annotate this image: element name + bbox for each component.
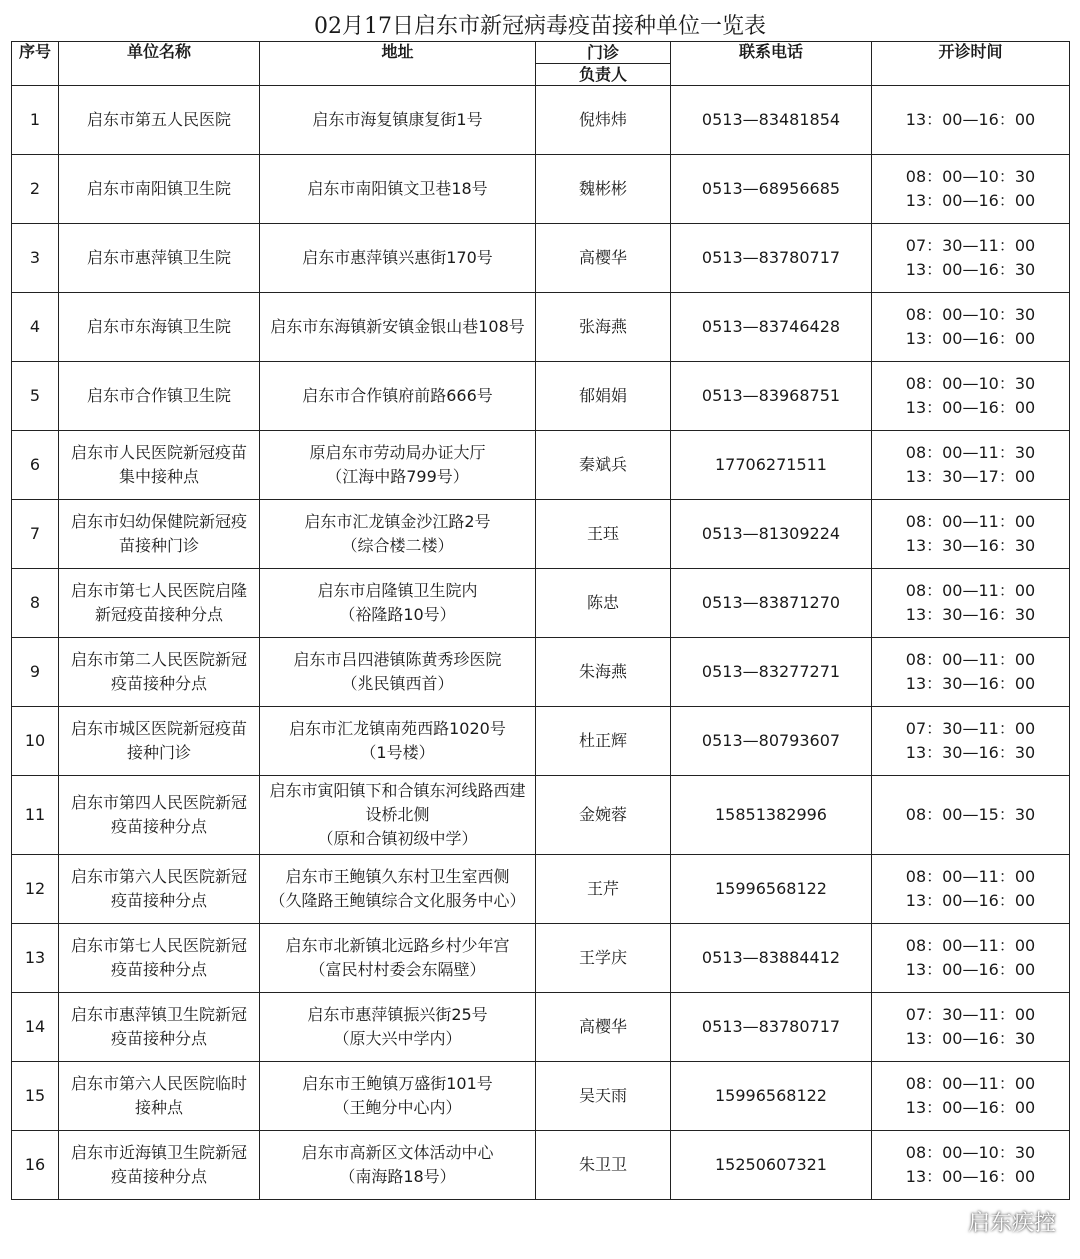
- table-row: [12, 362, 1070, 431]
- address-line: 原启东市劳动局办证大厅: [309, 443, 486, 462]
- cell-hours: [872, 293, 1070, 362]
- unit-name-line: 启东市第六人民医院新冠: [70, 867, 247, 886]
- cell-seq: 9: [12, 638, 59, 707]
- cell-person: 郁娟娟: [536, 362, 671, 431]
- address-line: 启东市启隆镇卫生院内: [317, 581, 478, 600]
- cell-unit: [59, 1131, 260, 1200]
- unit-name-line: 启东市惠萍镇卫生院: [86, 248, 231, 267]
- hours-line: 13：00—16：00: [905, 960, 1036, 979]
- cell-seq: 8: [12, 569, 59, 638]
- unit-name-line: 启东市东海镇卫生院: [86, 317, 231, 336]
- cell-phone: 0513—83871270: [671, 569, 872, 638]
- hours-line: 13：30—17：00: [905, 467, 1036, 486]
- address-line: 启东市惠萍镇振兴街25号: [307, 1005, 488, 1024]
- address-line: （原大兴中学内）: [333, 1029, 462, 1048]
- cell-address: [260, 224, 536, 293]
- header-seq: 序号: [12, 42, 59, 86]
- cell-phone: 0513—83277271: [671, 638, 872, 707]
- table-body: [12, 86, 1070, 1200]
- cell-unit: [59, 1062, 260, 1131]
- address-line: 启东市东海镇新安镇金银山巷108号: [270, 317, 525, 336]
- unit-name-line: 疫苗接种分点: [110, 817, 207, 836]
- table-row: [12, 500, 1070, 569]
- table-row: [12, 924, 1070, 993]
- unit-name-line: 新冠疫苗接种分点: [94, 605, 223, 624]
- cell-address: [260, 293, 536, 362]
- table-row: [12, 431, 1070, 500]
- cell-phone: 17706271511: [671, 431, 872, 500]
- cell-hours: [872, 86, 1070, 155]
- hours-line: 13：00—16：00: [905, 398, 1036, 417]
- cell-hours: [872, 362, 1070, 431]
- header-phone: 联系电话: [671, 42, 872, 86]
- hours-line: 08：00—11：00: [905, 581, 1036, 600]
- cell-unit: [59, 993, 260, 1062]
- cell-hours: [872, 924, 1070, 993]
- address-line: （1号楼）: [360, 743, 435, 762]
- unit-name-line: 疫苗接种分点: [110, 1029, 207, 1048]
- cell-hours: [872, 855, 1070, 924]
- hours-line: 08：00—11：00: [905, 650, 1036, 669]
- header-clinic: 门诊: [536, 42, 671, 64]
- header-unit: 单位名称: [59, 42, 260, 86]
- cell-unit: [59, 638, 260, 707]
- cell-address: [260, 855, 536, 924]
- cell-phone: 0513—83884412: [671, 924, 872, 993]
- header-address: 地址: [260, 42, 536, 86]
- watermark: [932, 1203, 1056, 1239]
- address-line: （江海中路799号）: [326, 467, 469, 486]
- cell-person: 陈忠: [536, 569, 671, 638]
- unit-name-line: 启东市合作镇卫生院: [86, 386, 231, 405]
- table-row: [12, 293, 1070, 362]
- unit-name-line: 启东市妇幼保健院新冠疫: [70, 512, 247, 531]
- hours-line: 08：00—10：30: [905, 374, 1036, 393]
- hours-line: 13：00—16：00: [905, 1098, 1036, 1117]
- cell-hours: [872, 638, 1070, 707]
- address-line: 设桥北侧: [365, 805, 430, 824]
- table-row: [12, 707, 1070, 776]
- unit-name-line: 启东市近海镇卫生院新冠: [70, 1143, 247, 1162]
- hours-line: 07：30—11：00: [905, 236, 1036, 255]
- table-row: [12, 776, 1070, 855]
- unit-name-line: 启东市惠萍镇卫生院新冠: [70, 1005, 247, 1024]
- address-line: 启东市吕四港镇陈黄秀珍医院: [293, 650, 502, 669]
- hours-line: 08：00—10：30: [905, 167, 1036, 186]
- address-line: 启东市高新区文体活动中心: [301, 1143, 494, 1162]
- hours-line: 08：00—15：30: [905, 805, 1036, 824]
- cell-address: [260, 993, 536, 1062]
- watermark-text: 启东疾控: [967, 1210, 1056, 1236]
- address-line: 启东市寅阳镇下和合镇东河线路西建: [269, 781, 526, 800]
- cell-address: [260, 638, 536, 707]
- cell-person: 金婉蓉: [536, 776, 671, 855]
- cell-seq: 10: [12, 707, 59, 776]
- cell-person: 倪炜炜: [536, 86, 671, 155]
- unit-name-line: 接种点: [134, 1098, 183, 1117]
- address-line: （富民村村委会东隔壁）: [309, 960, 486, 979]
- cell-hours: [872, 1131, 1070, 1200]
- hours-line: 08：00—11：00: [905, 936, 1036, 955]
- hours-line: 13：30—16：00: [905, 674, 1036, 693]
- cell-address: [260, 924, 536, 993]
- cell-person: 王芹: [536, 855, 671, 924]
- cell-person: 朱卫卫: [536, 1131, 671, 1200]
- hours-line: 13：00—16：30: [905, 260, 1036, 279]
- address-line: 启东市北新镇北远路乡村少年宫: [285, 936, 510, 955]
- cell-unit: [59, 431, 260, 500]
- cell-address: [260, 569, 536, 638]
- cell-hours: [872, 500, 1070, 569]
- hours-line: 13：00—16：00: [905, 329, 1036, 348]
- address-line: 启东市合作镇府前路666号: [302, 386, 493, 405]
- unit-name-line: 启东市人民医院新冠疫苗: [70, 443, 247, 462]
- hours-line: 07：30—11：00: [905, 719, 1036, 738]
- unit-name-line: 集中接种点: [118, 467, 199, 486]
- cell-seq: 16: [12, 1131, 59, 1200]
- cell-seq: 13: [12, 924, 59, 993]
- address-line: （久隆路王鲍镇综合文化服务中心）: [269, 891, 526, 910]
- hours-line: 13：00—16：00: [905, 891, 1036, 910]
- cell-person: 秦斌兵: [536, 431, 671, 500]
- cell-seq: 12: [12, 855, 59, 924]
- cell-phone: 0513—83780717: [671, 993, 872, 1062]
- unit-name-line: 疫苗接种分点: [110, 891, 207, 910]
- cell-address: [260, 500, 536, 569]
- table-row: [12, 155, 1070, 224]
- header-row: [12, 42, 1070, 64]
- cell-address: [260, 155, 536, 224]
- cell-address: [260, 1062, 536, 1131]
- address-line: 启东市王鲍镇久东村卫生室西侧: [285, 867, 510, 886]
- cell-phone: 0513—83746428: [671, 293, 872, 362]
- unit-name-line: 疫苗接种分点: [110, 960, 207, 979]
- cell-phone: 0513—68956685: [671, 155, 872, 224]
- cell-phone: 0513—83780717: [671, 224, 872, 293]
- address-line: （综合楼二楼）: [341, 536, 454, 555]
- address-line: （南海路18号）: [339, 1167, 456, 1186]
- address-line: 启东市王鲍镇万盛街101号: [302, 1074, 493, 1093]
- cell-phone: 0513—80793607: [671, 707, 872, 776]
- cell-unit: [59, 224, 260, 293]
- vaccination-sites-table: [11, 41, 1070, 1200]
- cell-seq: 3: [12, 224, 59, 293]
- hours-line: 08：00—11：00: [905, 867, 1036, 886]
- cell-address: [260, 86, 536, 155]
- cell-address: [260, 1131, 536, 1200]
- cell-address: [260, 362, 536, 431]
- cell-unit: [59, 776, 260, 855]
- cell-phone: 0513—83481854: [671, 86, 872, 155]
- hours-line: 13：30—16：30: [905, 536, 1036, 555]
- table-row: [12, 224, 1070, 293]
- table-row: [12, 993, 1070, 1062]
- address-line: 启东市汇龙镇南苑西路1020号: [289, 719, 506, 738]
- unit-name-line: 苗接种门诊: [118, 536, 199, 555]
- address-line: 启东市南阳镇文卫巷18号: [307, 179, 488, 198]
- address-line: （原和合镇初级中学）: [317, 829, 478, 848]
- cell-unit: [59, 500, 260, 569]
- hours-line: 08：00—11：00: [905, 1074, 1036, 1093]
- cell-person: 王学庆: [536, 924, 671, 993]
- cell-person: 魏彬彬: [536, 155, 671, 224]
- unit-name-line: 疫苗接种分点: [110, 674, 207, 693]
- cell-person: 高樱华: [536, 993, 671, 1062]
- hours-line: 13：00—16：00: [905, 110, 1036, 129]
- unit-name-line: 启东市第四人民医院新冠: [70, 793, 247, 812]
- cell-phone: 15996568122: [671, 855, 872, 924]
- wechat-icon: [932, 1208, 962, 1234]
- cell-hours: [872, 155, 1070, 224]
- cell-hours: [872, 993, 1070, 1062]
- cell-person: 张海燕: [536, 293, 671, 362]
- cell-unit: [59, 155, 260, 224]
- cell-unit: [59, 569, 260, 638]
- address-line: 启东市惠萍镇兴惠街170号: [302, 248, 493, 267]
- cell-phone: 0513—81309224: [671, 500, 872, 569]
- unit-name-line: 启东市第五人民医院: [86, 110, 231, 129]
- hours-line: 13：30—16：30: [905, 743, 1036, 762]
- table-row: [12, 638, 1070, 707]
- unit-name-line: 启东市第七人民医院新冠: [70, 936, 247, 955]
- cell-seq: 14: [12, 993, 59, 1062]
- cell-phone: 0513—83968751: [671, 362, 872, 431]
- cell-address: [260, 707, 536, 776]
- cell-unit: [59, 86, 260, 155]
- cell-unit: [59, 924, 260, 993]
- unit-name-line: 启东市南阳镇卫生院: [86, 179, 231, 198]
- hours-line: 13：00—16：00: [905, 191, 1036, 210]
- address-line: （王鲍分中心内）: [333, 1098, 462, 1117]
- table-row: [12, 86, 1070, 155]
- hours-line: 08：00—10：30: [905, 1143, 1036, 1162]
- table-row: [12, 569, 1070, 638]
- header-hours: 开诊时间: [872, 42, 1070, 86]
- hours-line: 07：30—11：00: [905, 1005, 1036, 1024]
- cell-unit: [59, 293, 260, 362]
- unit-name-line: 启东市第二人民医院新冠: [70, 650, 247, 669]
- header-clinic-person: 负责人: [536, 64, 671, 86]
- page-title: 02月17日启东市新冠病毒疫苗接种单位一览表: [314, 14, 766, 39]
- cell-hours: [872, 224, 1070, 293]
- cell-address: [260, 431, 536, 500]
- cell-person: 高樱华: [536, 224, 671, 293]
- hours-line: 08：00—11：30: [905, 443, 1036, 462]
- table-row: [12, 855, 1070, 924]
- unit-name-line: 启东市城区医院新冠疫苗: [70, 719, 247, 738]
- hours-line: 13：00—16：30: [905, 1029, 1036, 1048]
- hours-line: 08：00—10：30: [905, 305, 1036, 324]
- cell-phone: 15250607321: [671, 1131, 872, 1200]
- cell-hours: [872, 776, 1070, 855]
- cell-seq: 5: [12, 362, 59, 431]
- cell-unit: [59, 855, 260, 924]
- table-row: [12, 1062, 1070, 1131]
- cell-person: 王珏: [536, 500, 671, 569]
- cell-seq: 2: [12, 155, 59, 224]
- cell-hours: [872, 1062, 1070, 1131]
- unit-name-line: 疫苗接种分点: [110, 1167, 207, 1186]
- cell-phone: 15851382996: [671, 776, 872, 855]
- cell-seq: 11: [12, 776, 59, 855]
- address-line: 启东市海复镇康复街1号: [312, 110, 483, 129]
- cell-seq: 15: [12, 1062, 59, 1131]
- hours-line: 13：00—16：00: [905, 1167, 1036, 1186]
- cell-phone: 15996568122: [671, 1062, 872, 1131]
- table-row: [12, 1131, 1070, 1200]
- cell-seq: 7: [12, 500, 59, 569]
- cell-hours: [872, 431, 1070, 500]
- cell-unit: [59, 362, 260, 431]
- hours-line: 08：00—11：00: [905, 512, 1036, 531]
- address-line: 启东市汇龙镇金沙江路2号: [304, 512, 491, 531]
- address-line: （裕隆路10号）: [339, 605, 456, 624]
- cell-person: 吴天雨: [536, 1062, 671, 1131]
- address-line: （兆民镇西首）: [341, 674, 454, 693]
- hours-line: 13：30—16：30: [905, 605, 1036, 624]
- cell-hours: [872, 569, 1070, 638]
- unit-name-line: 接种门诊: [126, 743, 191, 762]
- cell-seq: 6: [12, 431, 59, 500]
- cell-seq: 1: [12, 86, 59, 155]
- cell-person: 杜正辉: [536, 707, 671, 776]
- unit-name-line: 启东市第六人民医院临时: [70, 1074, 247, 1093]
- cell-seq: 4: [12, 293, 59, 362]
- cell-unit: [59, 707, 260, 776]
- cell-hours: [872, 707, 1070, 776]
- cell-person: 朱海燕: [536, 638, 671, 707]
- unit-name-line: 启东市第七人民医院启隆: [70, 581, 247, 600]
- cell-address: [260, 776, 536, 855]
